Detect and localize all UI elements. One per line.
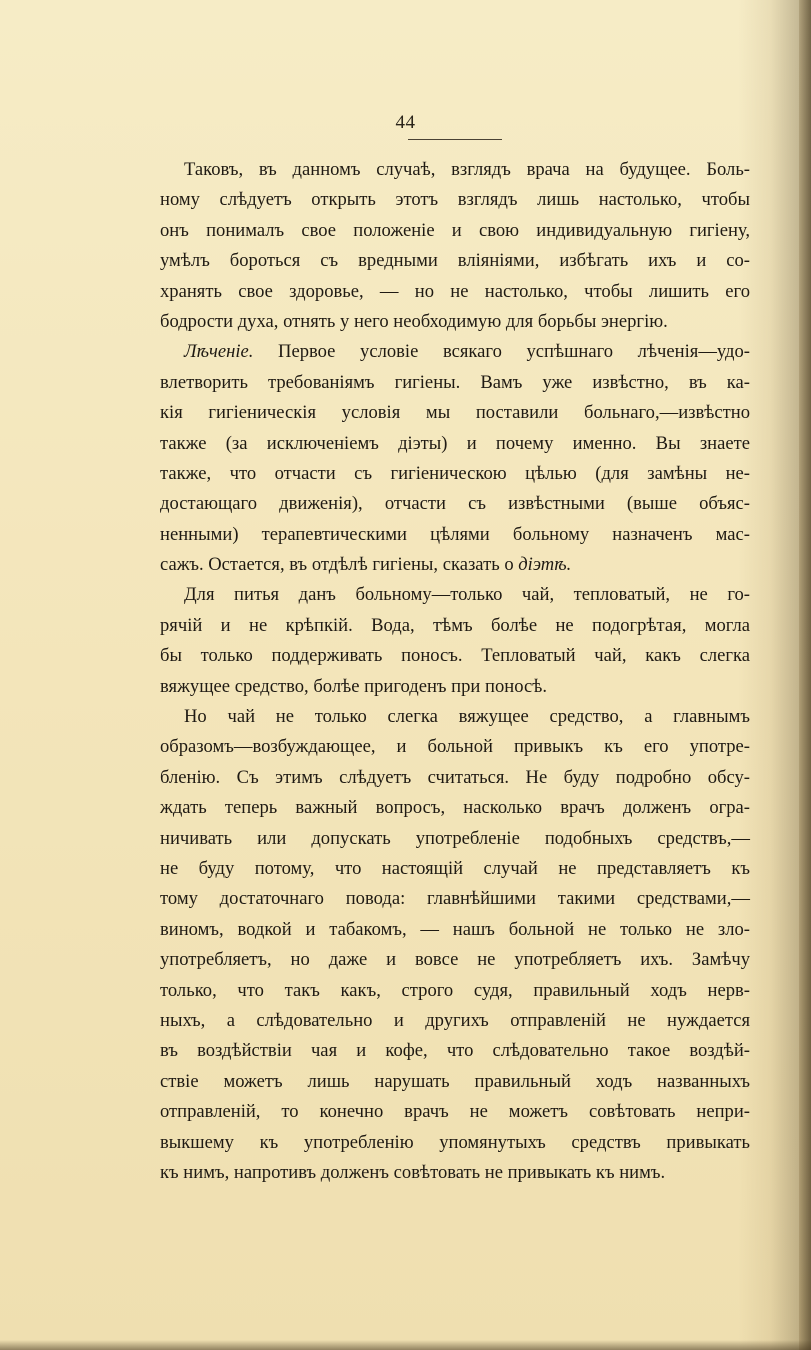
text-line: не буду потому, что настоящій случай не представляетъ къ	[160, 857, 750, 879]
text-line: ничивать или допускать употребленіе подобныхъ средствъ,—	[160, 827, 750, 849]
paragraph-1	[160, 155, 750, 337]
page-bottom-shadow	[0, 1340, 811, 1350]
text-line: ждать теперь важный вопросъ, насколько врачъ долженъ огра-	[160, 797, 750, 819]
text-line: онъ понималъ свое положеніе и свою индивидуальную гигіену,	[160, 219, 750, 241]
text-line: только, что такъ какъ, строго судя, правильный ходъ нерв-	[160, 979, 750, 1001]
page-number: 44	[395, 112, 416, 133]
text-line: достающаго движенія), отчасти съ извѣстными (выше объяс-	[160, 493, 750, 515]
text-line: кія гигіеническія условія мы поставили больнаго,—извѣстно	[160, 402, 750, 424]
text-line: умѣлъ бороться съ вредными вліяніями, избѣгать ихъ и со-	[160, 250, 750, 272]
text-line: выкшему къ употребленію упомянутыхъ средствъ привыкать	[160, 1131, 750, 1153]
paragraph-2	[160, 337, 750, 580]
text-line: вяжущее средство, болѣе пригоденъ при поносѣ.	[160, 675, 547, 697]
body-text	[160, 155, 750, 1188]
text-line: также (за исключеніемъ діэты) и почему именно. Вы знаете	[160, 432, 750, 454]
text-line: виномъ, водкой и табакомъ, — нашъ больной не только не зло-	[160, 918, 750, 940]
text-segment: Первое условіе всякаго успѣшнаго лѣченія—удо-	[253, 341, 750, 363]
paragraph-3	[160, 580, 750, 702]
text-line: также, что отчасти съ гигіеническою цѣлью (для замѣны не-	[160, 462, 750, 484]
text-line: рячій и не крѣпкій. Вода, тѣмъ болѣе не подогрѣтая, могла	[160, 614, 750, 636]
text-line: Для питья данъ больному—только чай, тепловатый, не го-	[184, 584, 750, 606]
text-line: бленію. Съ этимъ слѣдуетъ считаться. Не буду подробно обсу-	[160, 766, 750, 788]
text-line: тому достаточнаго повода: главнѣйшими такими средствами,—	[160, 888, 750, 910]
text-line: Таковъ, въ данномъ случаѣ, взглядъ врача на будущее. Боль-	[184, 159, 750, 180]
text-line-with-run-in	[160, 337, 750, 367]
page-number-rule	[408, 139, 502, 140]
text-line: ныхъ, а слѣдовательно и другихъ отправленій не нуждается	[160, 1009, 750, 1031]
text-line-with-emphasis	[160, 550, 750, 580]
text-line: ствіе можетъ лишь нарушать правильный ходъ названныхъ	[160, 1070, 750, 1092]
text-line: употребляетъ, но даже и вовсе не употребляетъ ихъ. Замѣчу	[160, 949, 750, 971]
text-segment: сажъ. Остается, въ отдѣлѣ гигіены, сказать о	[160, 554, 519, 576]
text-line: въ воздѣйствіи чая и кофе, что слѣдовательно такое воздѣй-	[160, 1040, 750, 1062]
text-line: къ нимъ, напротивъ долженъ совѣтовать не привыкать къ нимъ.	[160, 1161, 666, 1183]
text-line: влетворить требованіямъ гигіены. Вамъ уже извѣстно, въ ка-	[160, 371, 750, 393]
text-line: бы только поддерживать поносъ. Тепловатый чай, какъ слегка	[160, 645, 750, 667]
text-line: бодрости духа, отнять у него необходимую для борьбы энергію.	[160, 310, 668, 332]
paragraph-4	[160, 702, 750, 1188]
text-line: отправленій, то конечно врачъ не можетъ совѣтовать непри-	[160, 1101, 750, 1123]
emphasized-word: діэтѣ.	[518, 554, 572, 576]
text-line: ненными) терапевтическими цѣлями больному назначенъ мас-	[160, 523, 750, 545]
run-in-heading: Лѣченіе.	[184, 341, 254, 363]
text-line: Но чай не только слегка вяжущее средство, а главнымъ	[184, 706, 750, 728]
text-line: хранять свое здоровье, — но не настолько, чтобы лишить его	[160, 280, 750, 302]
text-line: ному слѣдуетъ открыть этотъ взглядъ лишь настолько, чтобы	[160, 189, 750, 211]
page-binding-shadow	[799, 0, 811, 1350]
text-line: образомъ—возбуждающее, и больной привыкъ къ его употре-	[160, 736, 750, 758]
